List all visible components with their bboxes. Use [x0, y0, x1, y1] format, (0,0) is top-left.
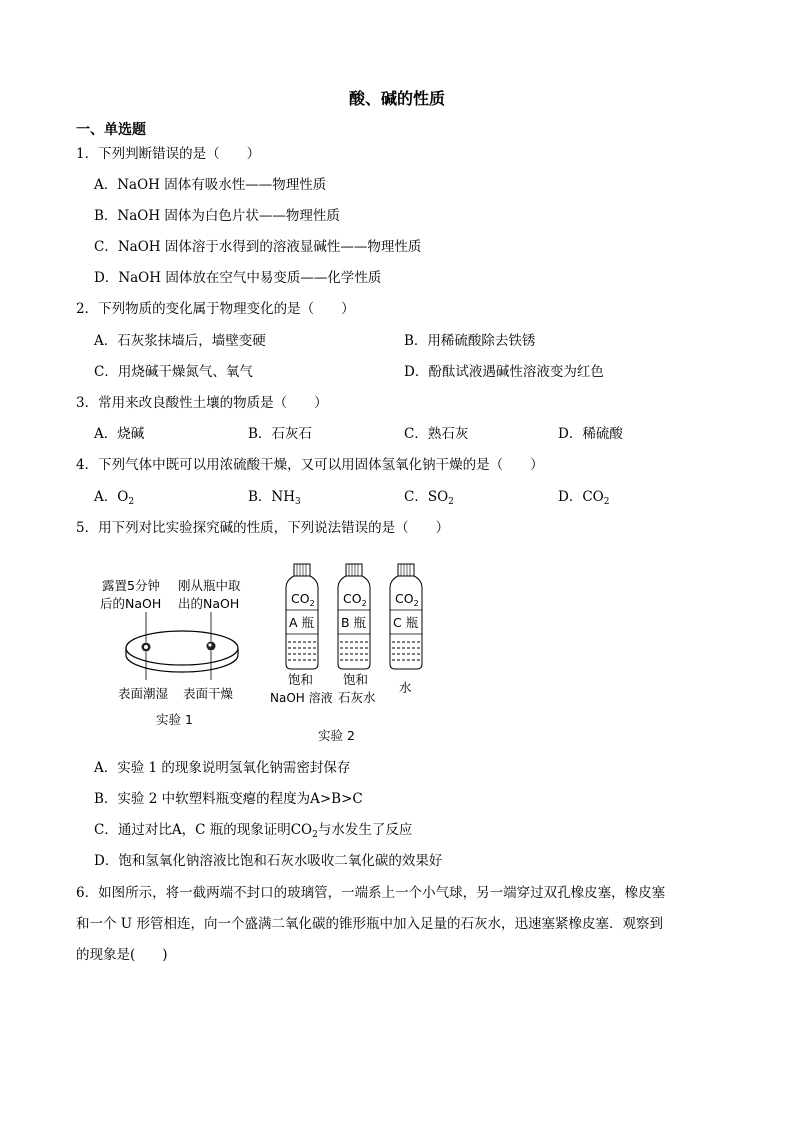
liquid-b-2: 石灰水: [338, 690, 376, 705]
exp1-caption: 实验 1: [156, 712, 193, 727]
q2-option-c: C．用烧碱干燥氮气、氧气: [94, 364, 253, 380]
q5-option-a: A．实验 1 的现象说明氢氧化钠需密封保存: [94, 760, 351, 776]
label-right-1: 刚从瓶中取: [178, 578, 241, 593]
q4-option-d: D．$CO_2$: [558, 489, 610, 507]
exp2-caption: 实验 2: [318, 728, 355, 743]
label-right-2: 出的NaOH: [178, 596, 240, 611]
q4-option-c: C．$SO_2$: [404, 489, 454, 507]
bottle-c-label: C 瓶: [393, 615, 419, 630]
q1-stem: 1．下列判断错误的是（ ）: [76, 146, 261, 162]
q3-option-b: B．石灰石: [248, 426, 312, 442]
q5-stem: 5．用下列对比实验探究碱的性质，下列说法错误的是（ ）: [76, 520, 450, 536]
q3-option-d: D．稀硫酸: [558, 426, 623, 442]
liquid-c: 水: [399, 680, 412, 695]
bottle-b: [346, 564, 362, 576]
q6-line-1: 6．如图所示，将一截两端不封口的玻璃管，一端系上一个小气球，另一端穿过双孔橡皮塞，橡皮塞: [76, 885, 666, 901]
q1-option-d: D．NaOH 固体放在空气中易变质——化学性质: [94, 270, 382, 286]
q2-stem: 2．下列物质的变化属于物理变化的是（ ）: [76, 301, 355, 317]
q1-option-b: B．NaOH 固体为白色片状——物理性质: [94, 208, 340, 224]
q5-option-c: C．通过对比A，C 瓶的现象证明$CO_2$与水发生了反应: [94, 822, 413, 840]
q5-option-b: B．实验 2 中软塑料瓶变瘪的程度为A>B>C: [94, 791, 363, 807]
q4-stem: 4．下列气体中既可以用浓硫酸干燥，又可以用固体氢氧化钠干燥的是（ ）: [76, 457, 544, 473]
q2-option-d: D．酚酞试液遇碱性溶液变为红色: [404, 364, 604, 380]
q5-option-d: D．饱和氢氧化钠溶液比饱和石灰水吸收二氧化碳的效果好: [94, 853, 443, 869]
q2-option-a: A．石灰浆抹墙后，墙壁变硬: [94, 333, 266, 349]
bottle-c-gas: $CO_2$: [395, 591, 419, 608]
label-left-2: 后的NaOH: [100, 596, 162, 611]
liquid-a-2: NaOH 溶液: [270, 691, 333, 705]
label-wet: 表面潮湿: [118, 686, 169, 701]
section-heading: 一、单选题: [76, 122, 146, 138]
q5-figure: [90, 552, 450, 748]
label-dry: 表面干燥: [183, 686, 234, 701]
q4-option-a: A．$O_2$: [94, 489, 135, 507]
q3-stem: 3．常用来改良酸性土壤的物质是（ ）: [76, 395, 328, 411]
q3-option-c: C．熟石灰: [404, 426, 469, 442]
bottle-b-gas: $CO_2$: [343, 591, 367, 608]
bottle-c: [398, 564, 414, 576]
q1-option-a: A．NaOH 固体有吸水性——物理性质: [94, 177, 327, 193]
bottle-a-label: A 瓶: [289, 615, 315, 630]
label-left-1: 露置5分钟: [102, 578, 160, 593]
q1-option-c: C．NaOH 固体溶于水得到的溶液显碱性——物理性质: [94, 239, 422, 255]
q3-option-a: A．烧碱: [94, 426, 145, 442]
q6-line-2: 和一个 U 形管相连，向一个盛满二氧化碳的锥形瓶中加入足量的石灰水，迅速塞紧橡皮塞．观察到: [76, 916, 663, 932]
q6-line-3: 的现象是( ): [76, 947, 168, 963]
bottle-a-gas: $CO_2$: [291, 591, 315, 608]
q4-option-b: B．$NH_3$: [248, 489, 301, 507]
experiment-1-dish: [126, 612, 238, 680]
page-title: 酸、碱的性质: [348, 89, 445, 108]
bottle-b-label: B 瓶: [341, 615, 367, 630]
liquid-a-1: 饱和: [288, 672, 314, 687]
liquid-b-1: 饱和: [343, 672, 369, 687]
q2-option-b: B．用稀硫酸除去铁锈: [404, 333, 536, 349]
